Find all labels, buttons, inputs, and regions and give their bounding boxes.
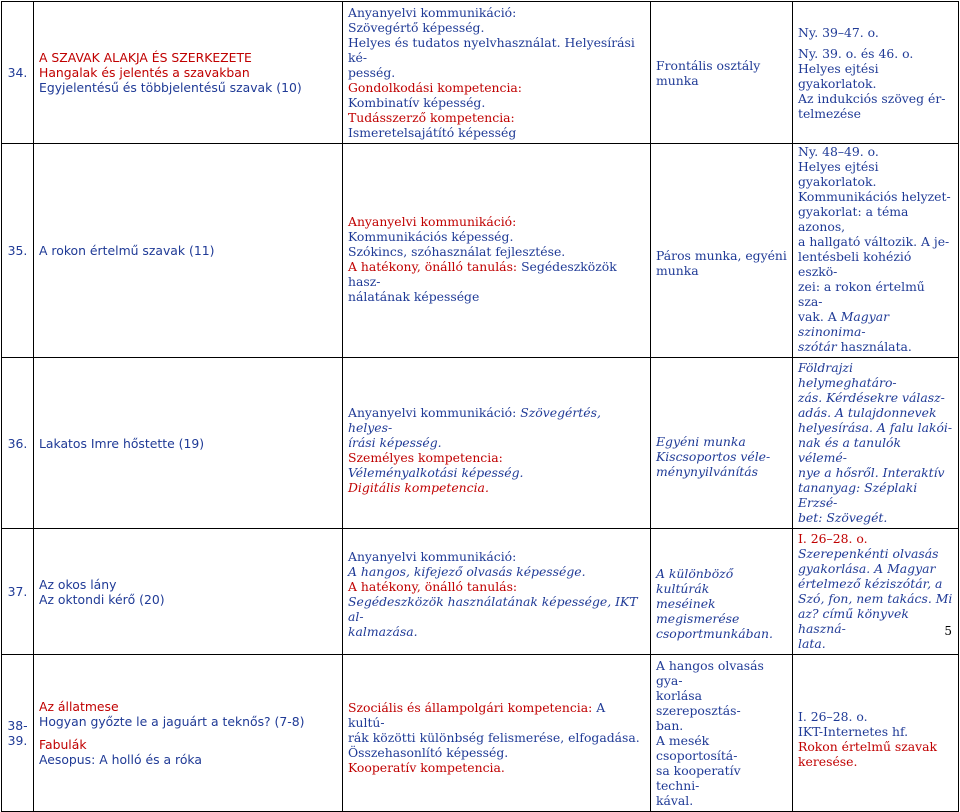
lesson-plan-table [1, 1, 959, 812]
topic-heading: A SZAVAK ALAKJA ÉS SZERKEZETE [39, 50, 252, 65]
reference-cell: I. 26–28. o. Szerepenkénti olvasás gyakorlása. A Magyar értelmező kéziszótár, a Szó, fon, nem takács. Mi az? című könyvek haszná- lata. [793, 529, 959, 655]
table-row [2, 655, 959, 812]
work-form-cell: A hangos olvasás gya- korlása szereposztás- ban. A mesék csoportosítá- sa kooperatív techni- kával. [651, 655, 793, 812]
topic-line: Egyjelentésű és többjelentésű szavak (10) [39, 80, 302, 95]
competences-cell: Anyanyelvi kommunikáció: Szövegértő képesség. Helyes és tudatos nyelvhasználat. Helyesírási ké- pesség. Gondolkodási kompetencia: Kombinatív képesség. Tudásszerző kompetencia: Ismeretelsajátító képesség [343, 2, 651, 144]
lesson-topic: A rokon értelmű szavak (11) [34, 144, 343, 358]
table-row [2, 2, 959, 144]
topic-heading: Fabulák [39, 737, 87, 752]
lesson-number: 38- 39. [2, 655, 34, 812]
competences-cell: Szociális és állampolgári kompetencia: A kultú- rák közötti különbség felismerése, elfogadása. Összehasonlító képesség. Kooperatív kompetencia. [343, 655, 651, 812]
topic-heading: Az állatmese [39, 699, 119, 714]
work-form-cell: A különböző kultúrák meséinek megismerése csoportmunkában. [651, 529, 793, 655]
work-form-cell: Frontális osztály munka [651, 2, 793, 144]
table-row [2, 529, 959, 655]
lesson-topic: Az okos lány Az oktondi kérő (20) [34, 529, 343, 655]
competences-cell: Anyanyelvi kommunikáció: Kommunikációs képesség. Szókincs, szóhasználat fejlesztése. A hatékony, önálló tanulás: Segédeszközök hasz- nálatának képessége [343, 144, 651, 358]
reference-cell: Földrajzi helymeghatáro- zás. Kérdésekre válasz- adás. A tulajdonnevek helyesírása. A falu lakói- nak és a tanulók vélemé- nye a hősről. Interaktív tananyag: Széplaki Erzsé- bet: Szövegét. [793, 358, 959, 529]
competences-cell: Anyanyelvi kommunikáció: A hangos, kifejező olvasás képessége. A hatékony, önálló tanulás: Segédeszközök használatának képessége, IKT al- kalmazása. [343, 529, 651, 655]
reference-cell: I. 26–28. o. IKT-Internetes hf. Rokon értelmű szavak keresése. [793, 655, 959, 812]
lesson-number: 34. [2, 2, 34, 144]
work-form-cell: Egyéni munka Kiscsoportos véle- ménynyilvánítás [651, 358, 793, 529]
topic-line: Hangalak és jelentés a szavakban [39, 65, 250, 80]
lesson-topic: Az állatmese Hogyan győzte le a jaguárt a teknős? (7-8) Fabulák Aesopus: A holló és a róka [34, 655, 343, 812]
table-row [2, 358, 959, 529]
lesson-topic [34, 2, 343, 144]
lesson-topic: Lakatos Imre hőstette (19) [34, 358, 343, 529]
reference-cell: Ny. 39–47. o. Ny. 39. o. és 46. o. Helyes ejtési gyakorlatok. Az indukciós szöveg ér- telmezése [793, 2, 959, 144]
work-form-cell: Páros munka, egyéni munka [651, 144, 793, 358]
page-number: 5 [944, 624, 952, 638]
lesson-number: 37. [2, 529, 34, 655]
table-row [2, 144, 959, 358]
lesson-number: 36. [2, 358, 34, 529]
reference-cell: Ny. 48–49. o. Helyes ejtési gyakorlatok. Kommunikációs helyzet- gyakorlat: a téma azonos, a hallgató változik. A je- lentésbeli kohézió eszkö- zei: a rokon értelmű sza- vak. A Magyar szinonima- szótár használata. [793, 144, 959, 358]
lesson-number: 35. [2, 144, 34, 358]
competences-cell: Anyanyelvi kommunikáció: Szövegértés, helyes- írási képesség. Személyes kompetencia: Véleményalkotási képesség. Digitális kompetencia. [343, 358, 651, 529]
